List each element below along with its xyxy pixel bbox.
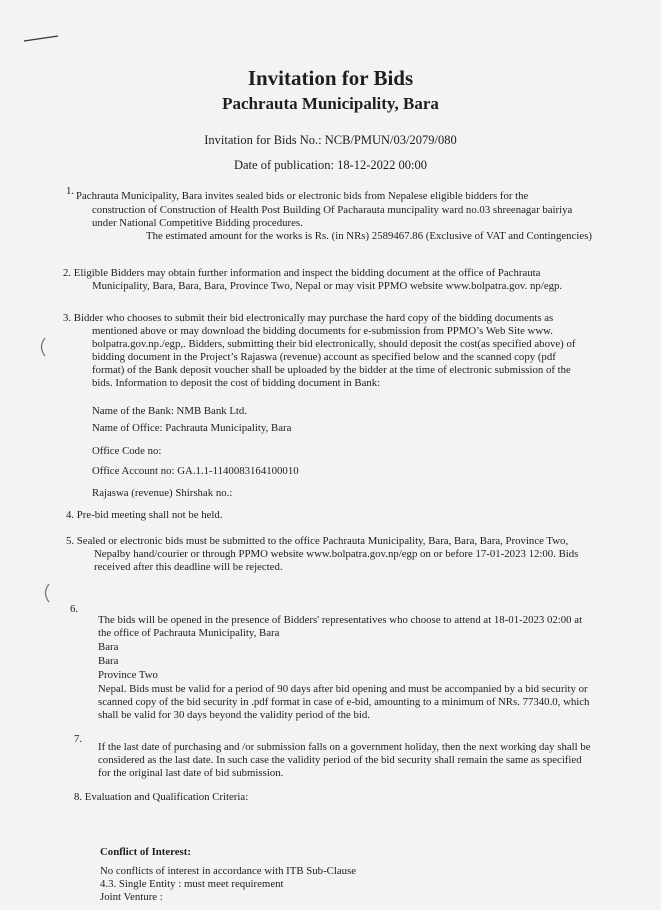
section-2-line: Municipality, Bara, Bara, Bara, Province Two, Nepal or may visit PPMO website www.bolpatra.gov. np/egp. <box>92 280 563 292</box>
section-4-text: 4. Pre-bid meeting shall not be held. <box>66 509 223 521</box>
section-6-line: The bids will be opened in the presence of Bidders' representatives who choose to attend at 18-01-2023 02:00 at <box>98 614 583 626</box>
rajaswa-shirshak: Rajaswa (revenue) Shirshak no.: <box>92 487 233 499</box>
section-3-line: bidding document in the Project’s Rajaswa (revenue) account as specified below and the scanned copy (pdf <box>92 351 556 363</box>
section-6-line: Bara <box>98 655 119 667</box>
section-1-number: 1. <box>66 185 75 197</box>
section-6-number: 6. <box>70 603 79 615</box>
conflict-line: Joint Venture : <box>100 891 163 903</box>
section-7-line: for the original last date of bid submission. <box>98 767 284 779</box>
bank-name: Name of the Bank: NMB Bank Ltd. <box>92 405 248 417</box>
document-title: Invitation for Bids <box>247 66 414 90</box>
section-7-number: 7. <box>74 733 83 745</box>
binder-hole-mark <box>40 582 54 604</box>
conflict-line: 4.3. Single Entity : must meet requirement <box>100 878 284 890</box>
section-1-line: Pachrauta Municipality, Bara invites sealed bids or electronic bids from Nepalese eligible bidders for the <box>76 190 529 202</box>
document-subtitle: Pachrauta Municipality, Bara <box>222 94 439 113</box>
section-6-line: shall be valid for 30 days beyond the validity period of the bid. <box>98 709 370 721</box>
section-5-line: received after this deadline will be rejected. <box>94 561 283 573</box>
section-7-line: considered as the last date. In such case the validity period of the bid security shall remain the same as specified <box>98 754 582 766</box>
section-7-line: If the last date of purchasing and /or submission falls on a government holiday, then the next working day shall be <box>98 741 591 753</box>
office-name: Name of Office: Pachrauta Municipality, Bara <box>92 422 292 434</box>
section-6-line: Nepal. Bids must be valid for a period of 90 days after bid opening and must be accompanied by a bid security or <box>98 683 588 695</box>
section-1-line: under National Competitive Bidding procedures. <box>92 217 303 229</box>
section-3-line: 3. Bidder who chooses to submit their bid electronically may purchase the hard copy of the bidding documents as <box>63 312 554 324</box>
section-1-line: construction of Construction of Health Post Building Of Pacharauta muncipality ward no.03 shreenagar bairiya <box>92 204 573 216</box>
section-5-line: 5. Sealed or electronic bids must be submitted to the office Pachrauta Municipality, Bara, Bara, Bara, Province Two, <box>66 535 569 547</box>
publication-date: Date of publication: 18-12-2022 00:00 <box>233 158 428 172</box>
section-6-line: the office of Pachrauta Municipality, Bara <box>98 627 280 639</box>
section-2-line: 2. Eligible Bidders may obtain further information and inspect the bidding document at the office of Pachrauta <box>63 267 541 279</box>
section-1-amount: The estimated amount for the works is Rs. (in NRs) 2589467.86 (Exclusive of VAT and Contingencies) <box>146 230 592 242</box>
section-8-text: 8. Evaluation and Qualification Criteria: <box>74 791 249 803</box>
conflict-heading: Conflict of Interest: <box>100 846 191 858</box>
bid-number: Invitation for Bids No.: NCB/PMUN/03/2079/080 <box>204 133 457 147</box>
section-3-line: bolpatra.gov.np./egp,. Bidders, submitting their bid electronically, should deposit the cost(as specified above) of <box>92 338 576 350</box>
section-6-line: Bara <box>98 641 119 653</box>
office-code: Office Code no: <box>92 445 162 457</box>
binder-hole-mark <box>36 336 50 358</box>
scan-corner-mark <box>22 34 62 44</box>
office-account: Office Account no: GA.1.1-1140083164100010 <box>92 465 299 477</box>
section-6-line: Province Two <box>98 669 158 681</box>
section-5-line: Nepalby hand/courier or through PPMO website www.bolpatra.gov.np/egp on or before 17-01-2023 12:00. Bids <box>94 548 579 560</box>
section-3-line: mentioned above or may download the bidding documents for e-submission from PPMO’s Web Site www. <box>92 325 553 337</box>
conflict-line: No conflicts of interest in accordance with ITB Sub-Clause <box>100 865 357 877</box>
section-3-line: format) of the Bank deposit voucher shall be uploaded by the bidder at the time of electronic submission of the <box>92 364 571 376</box>
section-6-line: scanned copy of the bid security in .pdf format in case of e-bid, amounting to a minimum of NRs. 77340.0, which <box>98 696 590 708</box>
section-3-line: bids. Information to deposit the cost of bidding document in Bank: <box>92 377 381 389</box>
